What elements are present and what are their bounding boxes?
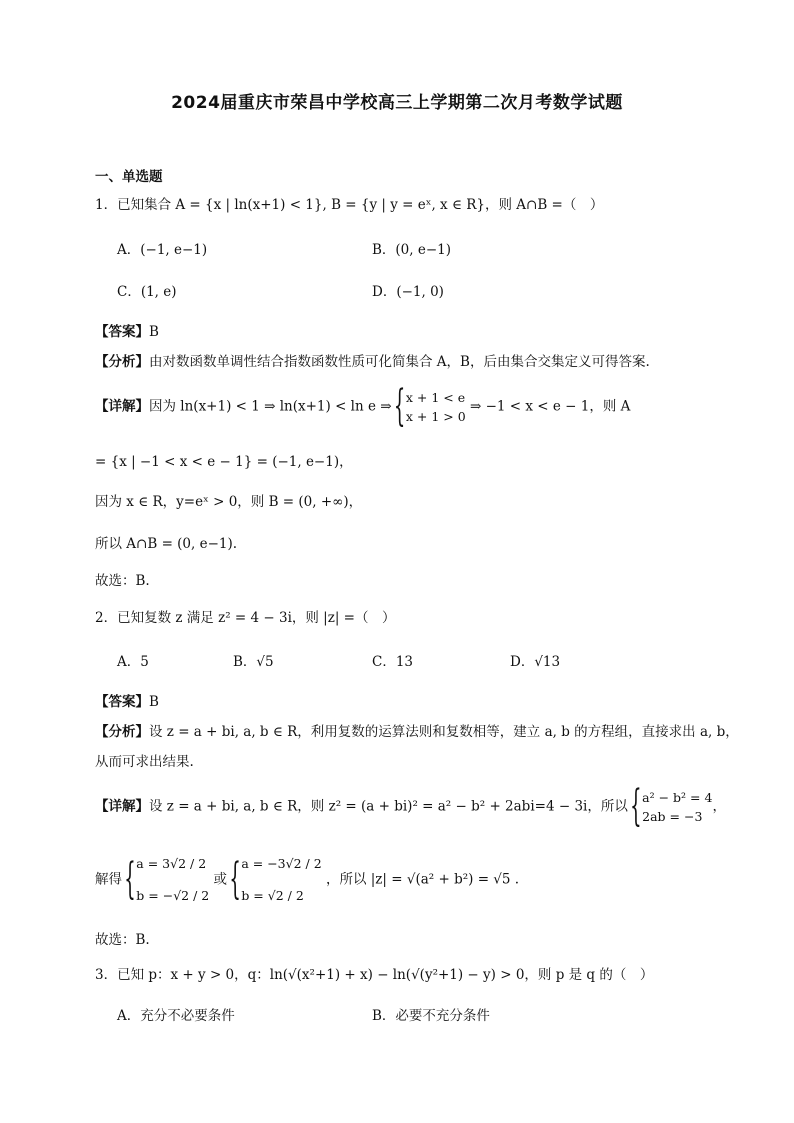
equation-system [632,788,712,826]
solution-system-2 [231,848,321,912]
system-row: { a² − b² = 4 [642,790,713,805]
system-row: { x + 1 < e [405,390,466,405]
analysis-label: 【分析】 [95,354,149,370]
q3-option-a: A．充分不必要条件 [117,1008,235,1024]
system-row: 2ab = −3 [642,809,703,824]
q1-analysis [95,350,650,370]
system-row: { a = −3√2 / 2 [241,856,322,871]
q2-analysis-line-2: 从而可求出结果. [95,754,194,770]
question-1-stem: 1．已知集合 A = {x | ln(x+1) < 1}, B = {y | y = eˣ, x ∈ R}，则 A∩B =（ ） [95,197,604,213]
page-title: 2024届重庆市荣昌中学校高三上学期第二次月考数学试题 [171,93,623,113]
answer-label: 【答案】 [95,324,149,340]
analysis-label: 【分析】 [95,724,149,740]
solution-system-1 [126,848,209,912]
system-row: x + 1 > 0 [405,409,466,424]
q1-option-a: A．(−1, e−1) [117,242,208,258]
system-row: b = √2 / 2 [241,888,304,903]
q2-solution [95,848,519,912]
q1-conclusion: 故选：B. [95,573,150,589]
detail-text: 因为 ln(x+1) < 1 ⇒ ln(x+1) < ln e ⇒ [149,398,392,415]
detail-label: 【详解】 [95,398,149,415]
q1-option-b: B．(0, e−1) [372,242,452,258]
q1-detail-line-2: = {x | −1 < x < e − 1} = (−1, e−1)， [95,454,353,470]
equation-system [396,388,466,426]
q2-detail-line-1 [95,788,726,826]
q1-option-c: C．(1, e) [117,284,177,300]
detail-text: 设 z = a + bi, a, b ∈ R，则 z² = (a + bi)² = a² − b² + 2abi=4 − 3i，所以 [149,798,628,815]
q2-option-c: C．13 [372,654,414,670]
q1-answer [95,320,159,340]
q2-option-a: A．5 [117,654,149,670]
answer-label: 【答案】 [95,694,149,710]
question-2-stem: 2．已知复数 z 满足 z² = 4 − 3i，则 |z| =（ ） [95,610,396,626]
detail-text: ， [712,798,726,815]
or-text: 或 [213,871,228,888]
q2-answer [95,690,159,710]
q3-option-b: B．必要不充分条件 [372,1008,490,1024]
q1-detail-line-1 [95,388,630,426]
section-heading: 一、单选题 [95,169,163,185]
q2-conclusion: 故选：B. [95,932,150,948]
answer-value: B [149,324,159,340]
q1-detail-line-4: 所以 A∩B = (0, e−1). [95,536,238,552]
q1-detail-line-3: 因为 x ∈ R，y=eˣ > 0，则 B = (0, +∞)， [95,494,363,510]
q2-option-d: D．√13 [510,654,561,670]
detail-text: ⇒ −1 < x < e − 1，则 A [469,398,631,415]
solve-suffix: ，所以 |z| = √(a² + b²) = √5 . [325,871,520,888]
detail-label: 【详解】 [95,798,149,815]
answer-value: B [149,694,159,710]
q2-analysis-line-1 [95,720,739,740]
question-3-stem: 3．已知 p：x + y > 0，q：ln(√(x²+1) + x) − ln(√(y²+1) − y) > 0，则 p 是 q 的（ ） [95,967,654,983]
analysis-text: 由对数函数单调性结合指数函数性质可化简集合 A，B，后由集合交集定义可得答案. [149,354,650,370]
system-row: { a = 3√2 / 2 [136,856,207,871]
q2-option-b: B．√5 [233,654,274,670]
q1-option-d: D．(−1, 0) [372,284,444,300]
system-row: b = −√2 / 2 [136,888,210,903]
solve-prefix: 解得 [95,871,122,888]
analysis-text: 设 z = a + bi, a, b ∈ R，利用复数的运算法则和复数相等，建立 a, b 的方程组，直接求出 a, b， [149,724,739,740]
